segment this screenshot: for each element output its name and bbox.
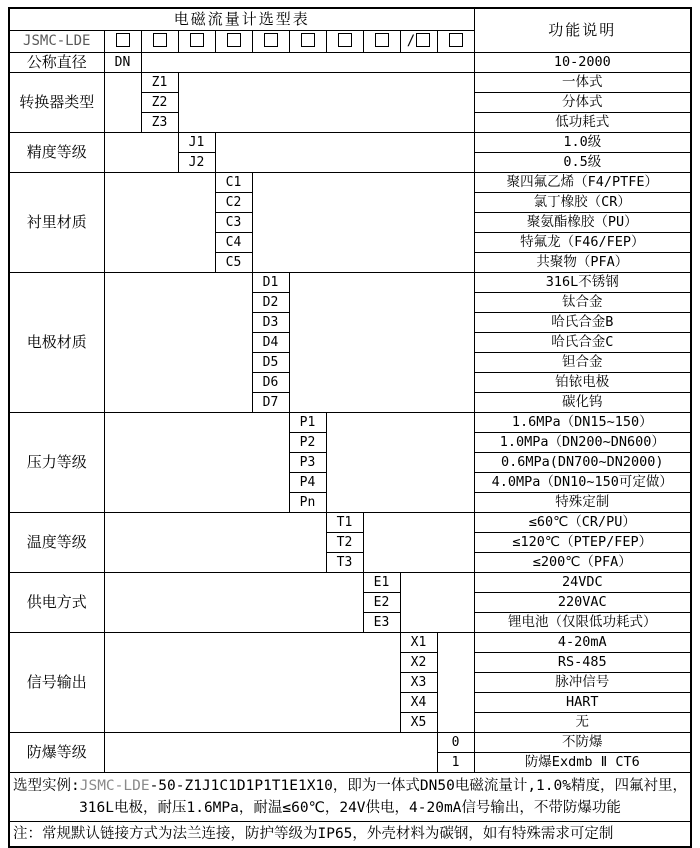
section-row <box>9 172 691 192</box>
description-cell: 分体式 <box>474 92 691 112</box>
category-label: 精度等级 <box>9 132 104 172</box>
checkbox-icon <box>227 33 241 47</box>
description-cell: 聚四氟乙烯（F4/PTFE） <box>474 172 691 192</box>
footnote: 注：常规默认链接方式为法兰连接，防护等级为IP65，外壳材料为碳钢，如有特殊需求可定制 <box>9 821 691 847</box>
category-label: 防爆等级 <box>9 732 104 772</box>
code-cell: C2 <box>215 192 252 212</box>
category-label: 信号输出 <box>9 632 104 732</box>
spacer-cell <box>400 572 474 632</box>
example-line-1 <box>13 775 687 797</box>
description-cell: 哈氏合金B <box>474 312 691 332</box>
example-line-2: 316L电极，耐压1.6MPa，耐温≤60℃，24V供电，4-20mA信号输出，不带防爆功能 <box>79 799 621 816</box>
code-cell: D3 <box>252 312 289 332</box>
description-cell: 无 <box>474 712 691 732</box>
category-label: 温度等级 <box>9 512 104 572</box>
checkbox-icon <box>116 33 130 47</box>
checkbox-cell <box>326 31 363 53</box>
code-cell: D2 <box>252 292 289 312</box>
spacer-cell <box>104 412 289 512</box>
description-cell: 低功耗式 <box>474 112 691 132</box>
description-cell: RS-485 <box>474 652 691 672</box>
description-cell: 防爆Exdmb Ⅱ CT6 <box>474 752 691 772</box>
code-cell: C5 <box>215 252 252 272</box>
code-cell: Z2 <box>141 92 178 112</box>
description-cell: 脉冲信号 <box>474 672 691 692</box>
code-cell: D7 <box>252 392 289 412</box>
section-row <box>9 412 691 432</box>
checkbox-cell <box>363 31 400 53</box>
section-row <box>9 72 691 92</box>
description-cell: 4-20mA <box>474 632 691 652</box>
description-cell: 钽合金 <box>474 352 691 372</box>
code-cell: DN <box>104 52 141 72</box>
spacer-cell <box>437 632 474 732</box>
code-cell: E1 <box>363 572 400 592</box>
description-cell: 1.6MPa（DN15~150） <box>474 412 691 432</box>
description-cell: 316L不锈钢 <box>474 272 691 292</box>
description-cell: HART <box>474 692 691 712</box>
code-cell: C3 <box>215 212 252 232</box>
section-row <box>9 272 691 292</box>
spacer-cell <box>104 72 141 132</box>
example-row <box>9 772 691 821</box>
description-cell: 碳化钨 <box>474 392 691 412</box>
code-cell: C4 <box>215 232 252 252</box>
code-cell: X2 <box>400 652 437 672</box>
section-row <box>9 632 691 652</box>
section-row <box>9 572 691 592</box>
checkbox-cell <box>178 31 215 53</box>
spacer-cell <box>104 512 326 572</box>
checkbox-cell <box>400 31 437 53</box>
note-row <box>9 821 691 847</box>
description-cell: 220VAC <box>474 592 691 612</box>
spacer-cell <box>141 52 474 72</box>
spacer-cell <box>363 512 474 572</box>
description-cell: ≤60℃（CR/PU） <box>474 512 691 532</box>
code-cell: C1 <box>215 172 252 192</box>
code-cell: X4 <box>400 692 437 712</box>
code-cell: P4 <box>289 472 326 492</box>
checkbox-icon <box>190 33 204 47</box>
spacer-cell <box>104 132 178 172</box>
description-cell: ≤120℃（PTEP/FEP） <box>474 532 691 552</box>
category-label: 压力等级 <box>9 412 104 512</box>
code-cell: P1 <box>289 412 326 432</box>
checkbox-icon <box>338 33 352 47</box>
code-cell: J2 <box>178 152 215 172</box>
code-cell: P3 <box>289 452 326 472</box>
description-cell: 特氟龙（F46/FEP） <box>474 232 691 252</box>
code-cell: X5 <box>400 712 437 732</box>
checkbox-cell <box>252 31 289 53</box>
category-label: 供电方式 <box>9 572 104 632</box>
code-cell: Z3 <box>141 112 178 132</box>
checkbox-cell <box>141 31 178 53</box>
code-cell: T1 <box>326 512 363 532</box>
description-cell: 24VDC <box>474 572 691 592</box>
checkbox-icon <box>375 33 389 47</box>
spacer-cell <box>326 412 474 512</box>
code-cell: P2 <box>289 432 326 452</box>
spacer-cell <box>252 172 474 272</box>
checkbox-icon <box>449 33 463 47</box>
model-prefix-label: JSMC-LDE <box>9 31 104 53</box>
spacer-cell <box>215 132 474 172</box>
description-cell: 特殊定制 <box>474 492 691 512</box>
description-cell: 锂电池（仅限低功耗式） <box>474 612 691 632</box>
code-cell: 0 <box>437 732 474 752</box>
description-cell: 不防爆 <box>474 732 691 752</box>
description-cell: 氯丁橡胶（CR） <box>474 192 691 212</box>
spacer-cell <box>104 272 252 412</box>
description-cell: 0.6MPa(DN700~DN2000) <box>474 452 691 472</box>
spacer-cell <box>289 272 474 412</box>
code-cell: T3 <box>326 552 363 572</box>
code-cell: Pn <box>289 492 326 512</box>
description-cell: 钛合金 <box>474 292 691 312</box>
spacer-cell <box>104 572 363 632</box>
spacer-cell <box>104 632 400 732</box>
category-label: 公称直径 <box>9 52 104 72</box>
section-row <box>9 732 691 752</box>
code-cell: E3 <box>363 612 400 632</box>
checkbox-icon <box>416 33 430 47</box>
example-model-code: JSMC-LDE <box>79 777 150 794</box>
slash-separator: / <box>406 33 416 49</box>
code-cell: D5 <box>252 352 289 372</box>
code-cell: X3 <box>400 672 437 692</box>
category-label: 转换器类型 <box>9 72 104 132</box>
checkbox-cell <box>104 31 141 53</box>
code-cell: 1 <box>437 752 474 772</box>
selection-table <box>8 7 692 848</box>
spacer-cell <box>178 72 474 132</box>
category-label: 衬里材质 <box>9 172 104 272</box>
description-cell: 聚氨酯橡胶（PU） <box>474 212 691 232</box>
checkbox-icon <box>153 33 167 47</box>
description-cell: 0.5级 <box>474 152 691 172</box>
example-label: 选型实例: <box>13 777 80 794</box>
selection-example <box>9 772 691 821</box>
checkbox-cell <box>215 31 252 53</box>
section-row <box>9 512 691 532</box>
code-cell: D6 <box>252 372 289 392</box>
title-row <box>9 8 691 31</box>
description-cell: 共聚物（PFA） <box>474 252 691 272</box>
table-title: 电磁流量计选型表 <box>9 8 474 31</box>
checkbox-icon <box>264 33 278 47</box>
checkbox-icon <box>301 33 315 47</box>
spacer-cell <box>104 732 437 772</box>
description-cell: 1.0级 <box>474 132 691 152</box>
example-code-rest: -50-Z1J1C1D1P1T1E1X10，即为一体式DN50电磁流量计,1.0%精度，四氟衬里， <box>149 777 687 794</box>
code-cell: T2 <box>326 532 363 552</box>
code-cell: Z1 <box>141 72 178 92</box>
description-cell: 1.0MPa（DN200~DN600） <box>474 432 691 452</box>
checkbox-cell <box>437 31 474 53</box>
code-cell: D1 <box>252 272 289 292</box>
code-cell: E2 <box>363 592 400 612</box>
code-cell: X1 <box>400 632 437 652</box>
checkbox-cell <box>289 31 326 53</box>
description-cell: ≤200℃（PFA） <box>474 552 691 572</box>
dn-row <box>9 52 691 72</box>
section-row <box>9 132 691 152</box>
description-cell: 哈氏合金C <box>474 332 691 352</box>
function-desc-header: 功能说明 <box>474 8 691 52</box>
description-cell: 4.0MPa（DN10~150可定做） <box>474 472 691 492</box>
code-cell: J1 <box>178 132 215 152</box>
spacer-cell <box>104 172 215 272</box>
category-label: 电极材质 <box>9 272 104 412</box>
description-cell: 铂铱电极 <box>474 372 691 392</box>
description-cell: 10-2000 <box>474 52 691 72</box>
code-cell: D4 <box>252 332 289 352</box>
description-cell: 一体式 <box>474 72 691 92</box>
